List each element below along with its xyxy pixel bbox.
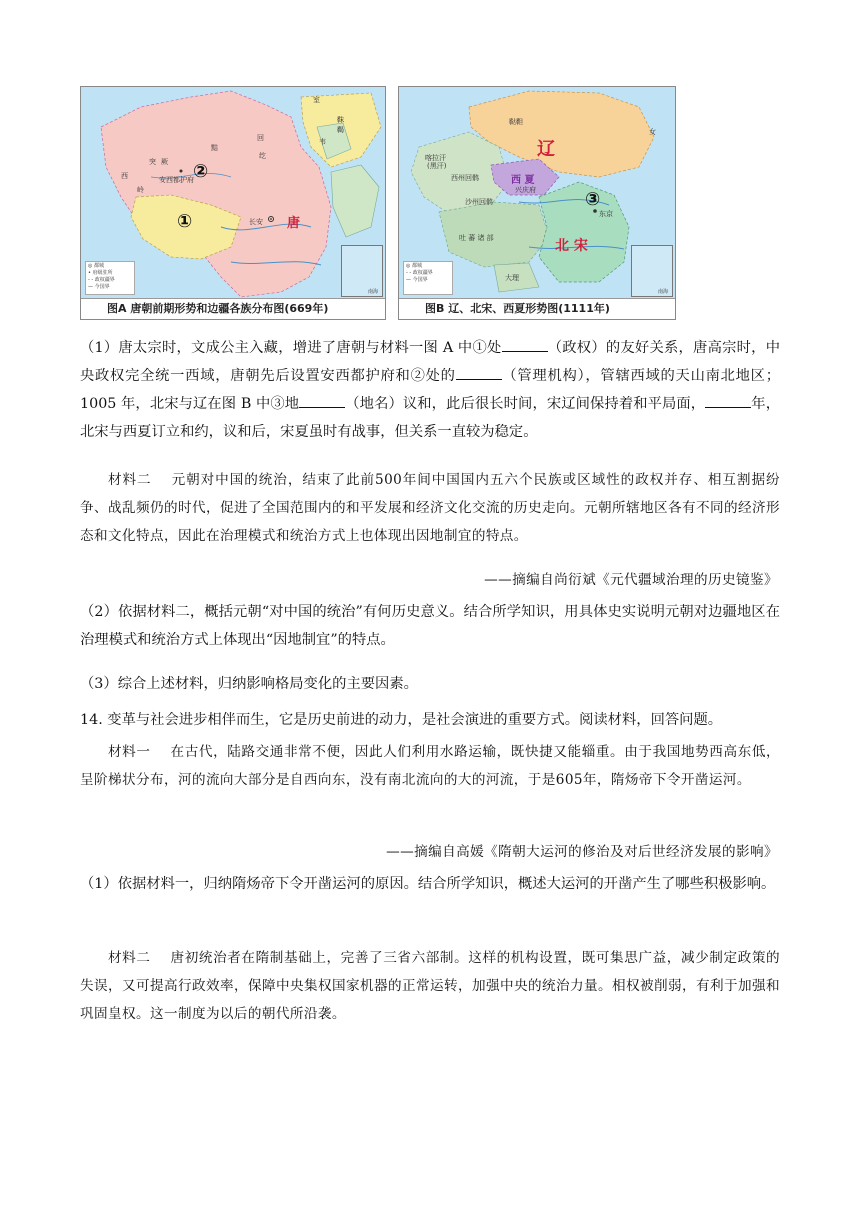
map-b-xingqing-label: 兴庆府 xyxy=(515,186,536,194)
map-a-label: 黠 xyxy=(211,144,218,152)
map-b-label: 喀拉汗 xyxy=(425,154,446,162)
map-a-anxi-label: 安西都护府 xyxy=(159,176,194,184)
map-a-changan-label: 长安 xyxy=(249,218,263,226)
answer-blank-1[interactable] xyxy=(502,337,548,352)
map-a-label: 岭 xyxy=(137,186,144,194)
answer-blank-4[interactable] xyxy=(705,393,751,408)
map-a-marker-1: ① xyxy=(177,211,193,232)
map-a-label: 鞨 xyxy=(337,126,344,134)
map-b-label: 吐 蕃 诸 部 xyxy=(459,234,494,242)
map-a-inset: 南海 xyxy=(341,245,383,297)
map-a-label: 韦 xyxy=(319,138,326,146)
map-a-label: 靺 xyxy=(337,116,344,124)
map-b-label: 大理 xyxy=(505,274,519,282)
map-b xyxy=(398,86,676,320)
map-a-label: 西 xyxy=(121,172,128,180)
map-b-liao-label: 辽 xyxy=(537,139,555,160)
map-b-marker-3: ③ xyxy=(585,189,601,210)
map-a xyxy=(80,86,386,320)
question-2: （2）依据材料二，概括元朝“对中国的统治”有何历史意义。结合所学知识，用具体史实说明元朝对边疆地区在治理模式和统治方式上体现出“因地制宜”的特点。 xyxy=(80,604,780,648)
material-2: 材料二 元朝对中国的统治，结束了此前500年间中国国内五六个民族或区域性的政权并存、相互割据纷争、战乱频仍的时代，促进了全国范围内的和平发展和经济文化交流的历史走向。元朝所辖地区各有不同的经济形态和文化特点，因此在治理模式和统治方式上也体现出因地制宜的特点。 xyxy=(80,472,780,544)
map-a-label: 突 xyxy=(149,158,156,166)
map-b-label: 鞑靼 xyxy=(509,118,523,126)
material-14-1: 材料一 在古代，陆路交通非常不便，因此人们利用水路运输，既快捷又能辎重。由于我国地势西高东低，呈阶梯状分布，河的流向大部分是自西向东，没有南北流向的大的河流，于是605年，隋炀帝下令开凿运河。 xyxy=(80,744,781,788)
question-14-1: （1）依据材料一，归纳隋炀帝下令开凿运河的原因。结合所学知识，概述大运河的开凿产生了哪些积极影响。 xyxy=(80,876,776,892)
map-b-caption: 图B 辽、北宋、西夏形势图(1111年) xyxy=(399,298,675,319)
answer-blank-2[interactable] xyxy=(456,365,502,380)
map-b-legend: ◎ 都城 - - 政权疆界 — 今国界 xyxy=(403,261,453,295)
map-a-marker-2: ② xyxy=(193,161,209,182)
map-b-inset: 南海 xyxy=(631,245,673,297)
map-a-caption: 图A 唐朝前期形势和边疆各族分布图(669年) xyxy=(81,298,385,319)
answer-blank-3[interactable] xyxy=(299,393,345,408)
map-a-label: 纥 xyxy=(259,152,266,160)
question-1: （1）唐太宗时，文成公主入藏，增进了唐朝与材料一图 A 中①处 （政权）的友好关系，唐高宗时，中央政权完全统一西域，唐朝先后设置安西都护府和②处的 （管理机构），管辖西域的天山南北地区；1005 年，北宋与辽在图 B 中③地 （地名）议和，此后很长时间，宋辽间保持着和平局面， 年，北宋与西夏订立和约，议和后，宋夏虽时有战事，但关系一直较为稳定。 xyxy=(80,334,780,446)
map-a-label: 室 xyxy=(313,96,320,104)
map-b-xixia-label: 西 夏 xyxy=(511,175,535,186)
material-2-source: ——摘编自尚衍斌《元代疆域治理的历史镜鉴》 xyxy=(484,572,778,588)
map-b-label: 沙州回鹘 xyxy=(465,198,493,206)
material-14-1-source: ——摘编自高媛《隋朝大运河的修治及对后世经济发展的影响》 xyxy=(386,844,778,860)
map-b-label: 女 xyxy=(649,128,656,136)
map-b-dongjing-label: 东京 xyxy=(599,210,613,218)
map-b-beisong-label: 北 宋 xyxy=(555,238,588,254)
question-14: 14. 变革与社会进步相伴而生，它是历史前进的动力，是社会演进的重要方式。阅读材料，回答问题。 xyxy=(80,712,723,728)
question-3: （3）综合上述材料，归纳影响格局变化的主要因素。 xyxy=(80,676,418,692)
map-a-label: 回 xyxy=(257,134,264,142)
map-a-tang-label: 唐 xyxy=(287,216,301,231)
material-14-2: 材料二 唐初统治者在隋制基础上，完善了三省六部制。这样的机构设置，既可集思广益，减少制定政策的失误，又可提高行政效率，保障中央集权国家机器的正常运转，加强中央的统治力量。相权被削弱，有利于加强和巩固皇权。这一制度为以后的朝代所沿袭。 xyxy=(80,950,781,1022)
map-b-label: 西州回鹘 xyxy=(451,174,479,182)
map-b-label: (黑汗) xyxy=(427,162,447,170)
map-a-legend: ◎ 都城 • 府级驻所 - - 政权疆界 — 今国界 xyxy=(85,261,135,295)
map-row xyxy=(80,86,676,318)
map-a-label: 厥 xyxy=(161,158,168,166)
